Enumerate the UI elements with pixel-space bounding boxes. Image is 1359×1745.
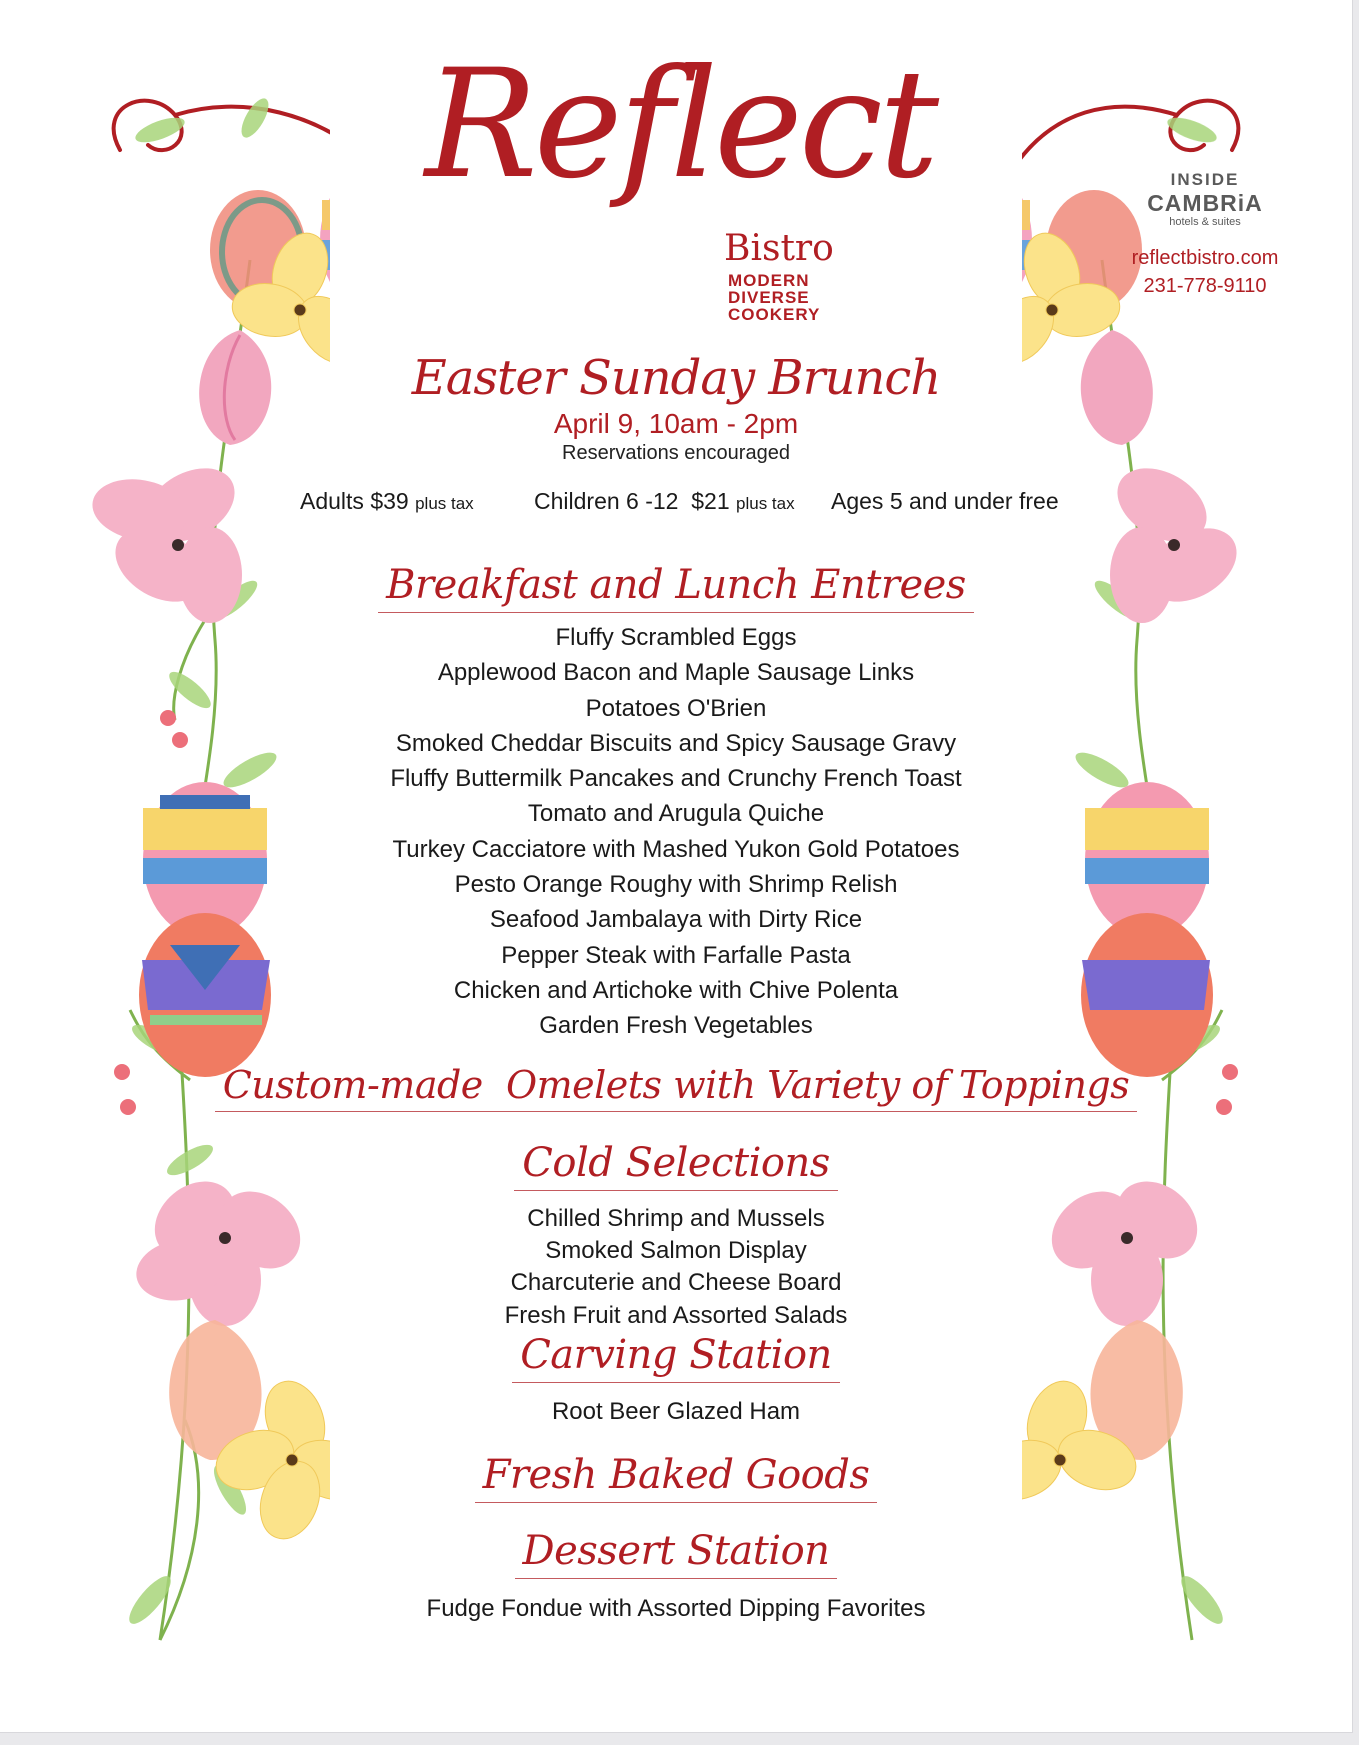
- brand-sub: Bistro: [724, 228, 834, 269]
- section-heading: Fresh Baked Goods: [475, 1452, 878, 1503]
- section-dessert-heading-wrap: [0, 1528, 1352, 1579]
- entrees-list: [0, 620, 1352, 1044]
- reservation-note: Reservations encouraged: [562, 442, 790, 464]
- section-entrees-heading-wrap: [0, 562, 1352, 613]
- cambria-sub: hotels & suites: [1169, 216, 1241, 228]
- list-item: Smoked Cheddar Biscuits and Spicy Sausage Gravy: [395, 729, 957, 757]
- list-item: Chicken and Artichoke with Chive Polenta: [453, 976, 899, 1004]
- price-adults: [300, 488, 474, 515]
- list-item: Charcuterie and Cheese Board: [510, 1269, 842, 1297]
- tagline-line: DIVERSE: [728, 288, 810, 307]
- tagline-line: COOKERY: [728, 305, 821, 324]
- cold-list: [0, 1203, 1352, 1332]
- list-item: Fudge Fondue with Assorted Dipping Favorites: [426, 1595, 926, 1622]
- list-item: Tomato and Arugula Quiche: [527, 800, 825, 828]
- section-heading: Breakfast and Lunch Entrees: [378, 562, 974, 613]
- cambria-logo: [1130, 170, 1280, 228]
- list-item: Fresh Fruit and Assorted Salads: [504, 1301, 848, 1329]
- cambria-name: CAMBRiA: [1147, 190, 1263, 216]
- list-item: Garden Fresh Vegetables: [539, 1012, 813, 1040]
- price-children: [534, 488, 795, 515]
- section-cold-heading-wrap: [0, 1140, 1352, 1191]
- list-item: Root Beer Glazed Ham: [551, 1398, 801, 1425]
- event-datetime: April 9, 10am - 2pm: [553, 408, 799, 439]
- list-item: Chilled Shrimp and Mussels: [527, 1205, 825, 1232]
- section-heading: Carving Station: [512, 1332, 840, 1383]
- section-heading: Dessert Station: [515, 1528, 838, 1579]
- list-item: Fluffy Buttermilk Pancakes and Crunchy French Toast: [390, 765, 962, 793]
- list-item: Fluffy Scrambled Eggs: [555, 624, 797, 651]
- tagline-line: MODERN: [728, 271, 810, 290]
- list-item: Pepper Steak with Farfalle Pasta: [501, 941, 851, 969]
- list-item: Potatoes O'Brien: [585, 694, 767, 722]
- list-item: Seafood Jambalaya with Dirty Rice: [489, 906, 863, 934]
- section-baked-heading-wrap: [0, 1452, 1352, 1503]
- brand-logo: Reflect: [424, 38, 936, 212]
- event-title: Easter Sunday Brunch: [411, 350, 941, 406]
- list-item: Applewood Bacon and Maple Sausage Links: [437, 659, 915, 687]
- cambria-inside: INSIDE: [1170, 170, 1240, 189]
- price-children-tax: plus tax: [736, 494, 795, 513]
- contact-info: [1125, 244, 1285, 300]
- list-item: Pesto Orange Roughy with Shrimp Relish: [454, 871, 898, 899]
- section-omelets-heading-wrap: [0, 1063, 1352, 1112]
- brand-tagline: [728, 272, 820, 323]
- section-heading: Custom-made Omelets with Variety of Toppings: [215, 1063, 1138, 1112]
- section-heading: Cold Selections: [514, 1140, 837, 1191]
- website-link[interactable]: reflectbistro.com: [1131, 247, 1279, 269]
- price-adults-label: Adults $39: [300, 488, 409, 514]
- list-item: Turkey Cacciatore with Mashed Yukon Gold Potatoes: [392, 835, 960, 863]
- list-item: Smoked Salmon Display: [545, 1237, 807, 1265]
- section-carving-heading-wrap: [0, 1332, 1352, 1383]
- price-free: Ages 5 and under free: [831, 488, 1059, 514]
- price-adults-tax: plus tax: [415, 494, 474, 513]
- phone-number: 231-778-9110: [1143, 275, 1267, 297]
- price-children-label: Children 6 -12 $21: [534, 488, 730, 514]
